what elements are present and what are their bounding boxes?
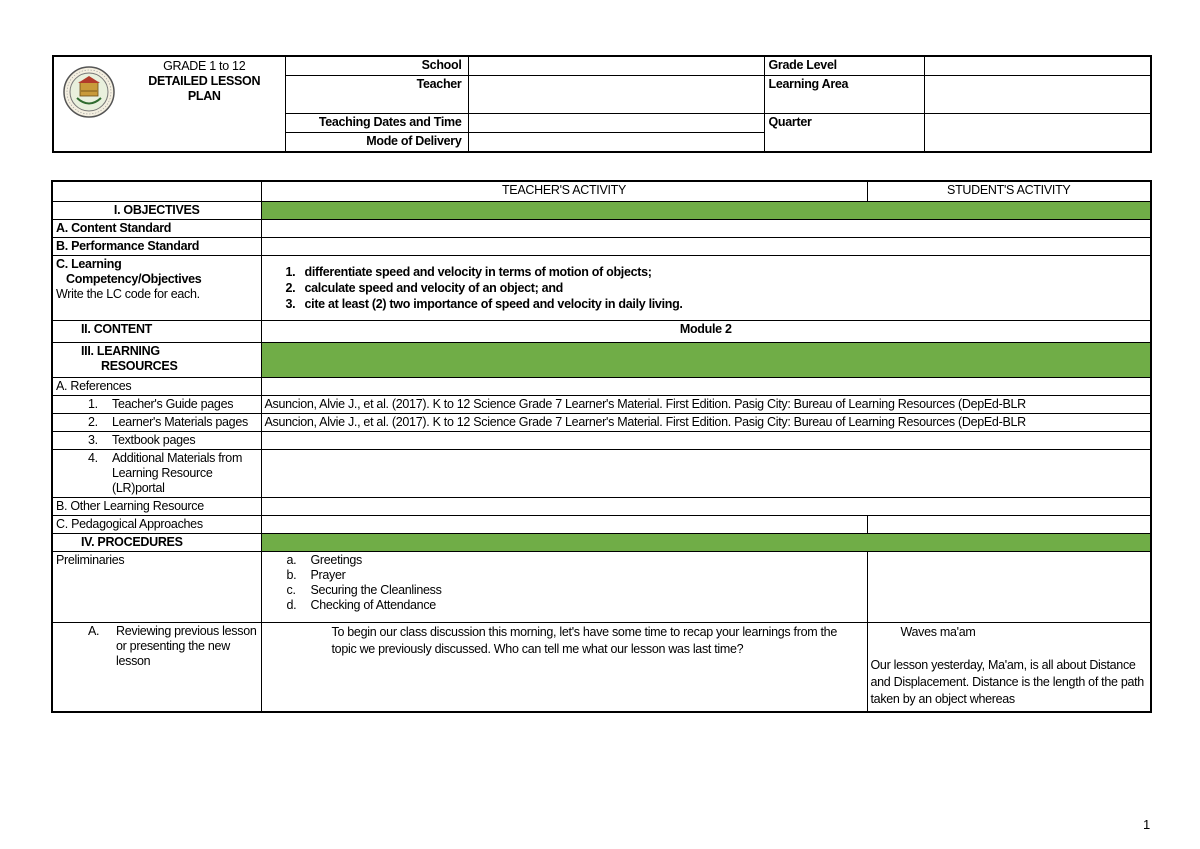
teaching-dates-label: Teaching Dates and Time <box>285 114 468 133</box>
pedagogical-student-field[interactable] <box>867 516 1151 534</box>
resources-green-bar <box>261 343 1151 378</box>
objective-item: 1. differentiate speed and velocity in terms of motion of objects; <box>299 264 1148 280</box>
lc-line-1: C. Learning <box>56 257 122 271</box>
review-label: Reviewing previous lesson or presenting the new lesson <box>116 624 257 668</box>
grade-level-label: Grade Level <box>764 56 924 76</box>
preliminaries-student-cell[interactable] <box>867 552 1151 623</box>
mode-of-delivery-label: Mode of Delivery <box>285 133 468 153</box>
additional-materials-field[interactable] <box>261 450 1151 498</box>
ref-num: 4. <box>88 451 98 465</box>
textbook-pages-label <box>52 432 261 450</box>
school-label: School <box>285 56 468 76</box>
teachers-guide-value: Asuncion, Alvie J., et al. (2017). K to 12 Science Grade 7 Learner's Material. First Edition. Pasig City: Bureau of Learning Resources (DepEd-BLR <box>261 396 1151 414</box>
ref-label: Teacher's Guide pages <box>112 397 234 411</box>
title-line-2: DETAILED LESSON <box>148 74 261 88</box>
deped-seal-icon <box>62 65 116 119</box>
objectives-list <box>265 264 1148 312</box>
title-line-1: GRADE 1 to 12 <box>163 59 246 73</box>
list-item: d. Checking of Attendance <box>286 598 436 612</box>
references-field[interactable] <box>261 378 1151 396</box>
review-num: A. <box>88 624 100 638</box>
content-heading: II. CONTENT <box>52 321 261 343</box>
objective-item: 3. cite at least (2) two importance of speed and velocity in daily living. <box>299 296 1148 312</box>
ref-label: Additional Materials from Learning Resource (LR)portal <box>112 451 243 495</box>
ref-num: 2. <box>88 415 98 429</box>
ref-label: Learner's Materials pages <box>112 415 248 429</box>
teacher-field[interactable] <box>468 76 764 114</box>
teacher-activity-header: TEACHER'S ACTIVITY <box>261 181 867 202</box>
additional-materials-label <box>52 450 261 498</box>
learners-materials-value: Asuncion, Alvie J., et al. (2017). K to 12 Science Grade 7 Learner's Material. First Edition. Pasig City: Bureau of Learning Resources (DepEd-BLR <box>261 414 1151 432</box>
ref-num: 3. <box>88 433 98 447</box>
lc-line-2: Competency/Objectives <box>66 272 202 286</box>
other-learning-resource-label: B. Other Learning Resource <box>52 498 261 516</box>
quarter-label: Quarter <box>764 114 924 153</box>
content-standard-field[interactable] <box>261 220 1151 238</box>
preliminaries-list <box>265 553 864 613</box>
student-activity-header: STUDENT'S ACTIVITY <box>867 181 1151 202</box>
reviewing-lesson-label <box>52 623 261 713</box>
grade-level-field[interactable] <box>924 56 1151 76</box>
learning-competency-label <box>52 256 261 321</box>
teaching-dates-field[interactable] <box>468 114 764 133</box>
reviewing-teacher-text: To begin our class discussion this morning, let's have some time to recap your learnings from the topic we previously discussed. Who can tell me what our lesson was last time? <box>261 623 867 713</box>
pedagogical-teacher-field[interactable] <box>261 516 867 534</box>
logo-title-cell <box>53 56 285 152</box>
resources-line-1: III. LEARNING <box>81 344 160 358</box>
preliminaries-teacher-cell <box>261 552 867 623</box>
list-item: b. Prayer <box>286 568 346 582</box>
preliminaries-label: Preliminaries <box>52 552 261 623</box>
corner-cell <box>52 181 261 202</box>
performance-standard-field[interactable] <box>261 238 1151 256</box>
objectives-green-bar <box>261 202 1151 220</box>
student-response-1: Waves ma'am <box>900 625 976 639</box>
learning-area-label: Learning Area <box>764 76 924 114</box>
ref-label: Textbook pages <box>112 433 196 447</box>
procedures-heading: IV. PROCEDURES <box>52 534 261 552</box>
reviewing-student-cell <box>867 623 1151 713</box>
quarter-field[interactable] <box>924 114 1151 153</box>
ref-num: 1. <box>88 397 98 411</box>
title-line-3: PLAN <box>187 89 221 103</box>
mode-of-delivery-field[interactable] <box>468 133 764 153</box>
other-learning-resource-field[interactable] <box>261 498 1151 516</box>
pedagogical-approaches-label: C. Pedagogical Approaches <box>52 516 261 534</box>
objectives-list-cell <box>261 256 1151 321</box>
procedures-green-bar <box>261 534 1151 552</box>
objective-item: 2. calculate speed and velocity of an object; and <box>299 280 1148 296</box>
header-table <box>52 55 1152 153</box>
resources-line-2: RESOURCES <box>101 359 178 373</box>
student-response-2: Our lesson yesterday, Ma'am, is all about Distance and Displacement. Distance is the length of the path taken by an object whereas <box>870 658 1144 706</box>
textbook-pages-field[interactable] <box>261 432 1151 450</box>
performance-standard-label: B. Performance Standard <box>52 238 261 256</box>
teacher-label: Teacher <box>285 76 468 114</box>
learning-resources-heading <box>52 343 261 378</box>
lesson-plan-table <box>51 180 1152 713</box>
list-item: a. Greetings <box>286 553 362 567</box>
references-label: A. References <box>52 378 261 396</box>
content-standard-label: A. Content Standard <box>52 220 261 238</box>
school-field[interactable] <box>468 56 764 76</box>
lc-line-3: Write the LC code for each. <box>56 287 200 301</box>
objectives-heading: I. OBJECTIVES <box>52 202 261 220</box>
teachers-guide-label <box>52 396 261 414</box>
list-item: c. Securing the Cleanliness <box>286 583 442 597</box>
page-number: 1 <box>1143 817 1151 832</box>
content-value: Module 2 <box>261 321 1151 343</box>
learning-area-field[interactable] <box>924 76 1151 114</box>
learners-materials-label <box>52 414 261 432</box>
